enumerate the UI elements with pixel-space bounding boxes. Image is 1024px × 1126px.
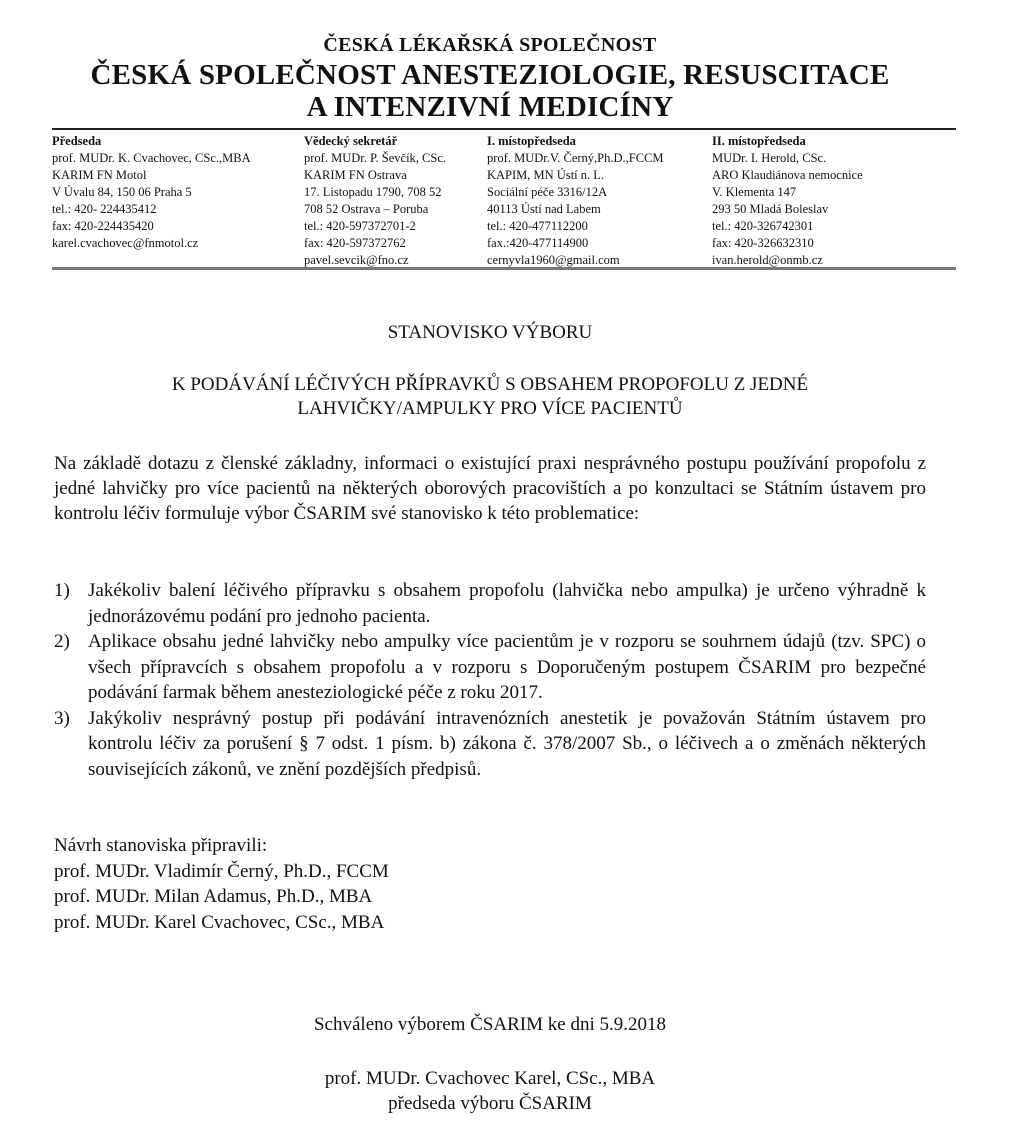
- officer-line: prof. MUDr. P. Ševčík, CSc.: [304, 151, 447, 165]
- list-item-text: Aplikace obsahu jedné lahvičky nebo ampulky více pacientům je v rozporu se souhrnem údajů (tzv. SPC) o všech přípravcích s obsahem propofolu a v rozporu s Doporučeným postupem ČSARIM pro bezpečné podávání farmak během anesteziologické péče z roku 2017.: [88, 631, 926, 703]
- author-name: prof. MUDr. Vladimír Černý, Ph.D., FCCM: [54, 860, 389, 882]
- officer-line: fax: 420-326632310: [712, 236, 814, 250]
- organization-title-line2: A INTENZIVNÍ MEDICÍNY: [306, 91, 674, 123]
- signatory-name: prof. MUDr. Cvachovec Karel, CSc., MBA: [324, 1068, 656, 1089]
- officer-line: fax: 420-597372762: [304, 236, 406, 250]
- list-item-text: Jakýkoliv nesprávný postup při podávání intravenózních anestetik je považován Státním ústavem pro kontrolu léčiv za porušení § 7 odst. 1 písm. b) zákona č. 378/2007 Sb., o léčivech a o změnách některých souvisejících zákonů, ve znění pozdějších předpisů.: [88, 707, 926, 780]
- officer-line: KARIM FN Ostrava: [304, 168, 407, 182]
- officer-email: ivan.herold@onmb.cz: [712, 253, 823, 267]
- officer-line: Sociální péče 3316/12A: [487, 185, 608, 199]
- document-heading: STANOVISKO VÝBORU: [387, 322, 593, 343]
- officer-line: KARIM FN Motol: [52, 168, 147, 182]
- society-name: ČESKÁ LÉKAŘSKÁ SPOLEČNOST: [323, 34, 657, 56]
- points-list: [54, 578, 926, 782]
- officer-second-vice-chair: [712, 133, 863, 269]
- list-item-number: 2): [54, 631, 70, 652]
- officer-line: fax: 420-224435420: [52, 219, 154, 233]
- list-item: [54, 706, 926, 783]
- authors-label: Návrh stanoviska připravili:: [54, 835, 268, 856]
- officer-email: karel.cvachovec@fnmotol.cz: [52, 236, 199, 250]
- officer-email: cernyvla1960@gmail.com: [487, 253, 620, 267]
- officer-line: KAPIM, MN Ústí n. L.: [487, 168, 605, 182]
- officer-line: MUDr. I. Herold, CSc.: [712, 151, 827, 165]
- officer-role: I. místopředseda: [487, 134, 576, 148]
- officer-line: V. Klementa 147: [712, 185, 797, 199]
- officer-role: Vědecký sekretář: [304, 134, 398, 148]
- signatory-role: předseda výboru ČSARIM: [388, 1093, 592, 1114]
- officer-line: tel.: 420-597372701-2: [304, 219, 416, 233]
- officer-chair: [52, 133, 251, 252]
- list-item-number: 1): [54, 580, 70, 601]
- authors-block: [54, 833, 389, 935]
- officer-role: Předseda: [52, 134, 102, 148]
- officer-line: prof. MUDr. K. Cvachovec, CSc.,MBA: [52, 151, 251, 165]
- officer-line: 708 52 Ostrava – Poruba: [304, 202, 429, 216]
- officer-line: prof. MUDr.V. Černý,Ph.D.,FCCM: [487, 151, 664, 165]
- document-subheading-line2: LAHVIČKY/AMPULKY PRO VÍCE PACIENTŮ: [297, 398, 683, 419]
- list-item: [54, 578, 926, 629]
- officer-role: II. místopředseda: [712, 134, 806, 148]
- officer-line: tel.: 420-326742301: [712, 219, 814, 233]
- officer-line: fax.:420-477114900: [487, 236, 589, 250]
- officer-line: 293 50 Mladá Boleslav: [712, 202, 829, 216]
- organization-title: [0, 59, 980, 123]
- header-top-rule: [52, 128, 956, 130]
- officer-line: 40113 Ústí nad Labem: [487, 202, 601, 216]
- organization-title-line1: ČESKÁ SPOLEČNOST ANESTEZIOLOGIE, RESUSCITACE: [90, 59, 890, 91]
- list-item-text: Jakékoliv balení léčivého přípravku s obsahem propofolu (lahvička nebo ampulka) je určeno výhradně k jednorázovému podání pro jednoho pacienta.: [88, 580, 926, 627]
- officer-first-vice-chair: [487, 133, 664, 269]
- officer-scientific-secretary: [304, 133, 446, 269]
- officer-line: 17. Listopadu 1790, 708 52: [304, 185, 442, 199]
- list-item-number: 3): [54, 707, 70, 729]
- author-name: prof. MUDr. Karel Cvachovec, CSc., MBA: [54, 911, 385, 933]
- officers-block: [52, 133, 956, 267]
- document-subheading-line1: K PODÁVÁNÍ LÉČIVÝCH PŘÍPRAVKŮ S OBSAHEM PROPOFOLU Z JEDNÉ: [171, 374, 809, 395]
- header-bottom-rule: [52, 267, 956, 270]
- intro-paragraph: Na základě dotazu z členské základny, informaci o existující praxi nesprávného postupu používání propofolu z jedné lahvičky pro více pacientů na některých oborových pracovištích a po konzultaci se Státním ústavem pro kontrolu léčiv formuluje výbor ČSARIM své stanovisko k této problematice:: [54, 453, 926, 524]
- officer-line: tel.: 420- 224435412: [52, 202, 157, 216]
- author-name: prof. MUDr. Milan Adamus, Ph.D., MBA: [54, 886, 373, 907]
- officer-email: pavel.sevcik@fno.cz: [304, 253, 409, 267]
- approval-statement: Schváleno výborem ČSARIM ke dni 5.9.2018: [313, 1014, 666, 1035]
- signature-block: [0, 1066, 980, 1116]
- officer-line: tel.: 420-477112200: [487, 219, 588, 233]
- document-subheading: [52, 373, 928, 421]
- list-item: [54, 629, 926, 706]
- officer-line: V Úvalu 84, 150 06 Praha 5: [52, 185, 192, 199]
- officer-line: ARO Klaudiánova nemocnice: [712, 168, 863, 182]
